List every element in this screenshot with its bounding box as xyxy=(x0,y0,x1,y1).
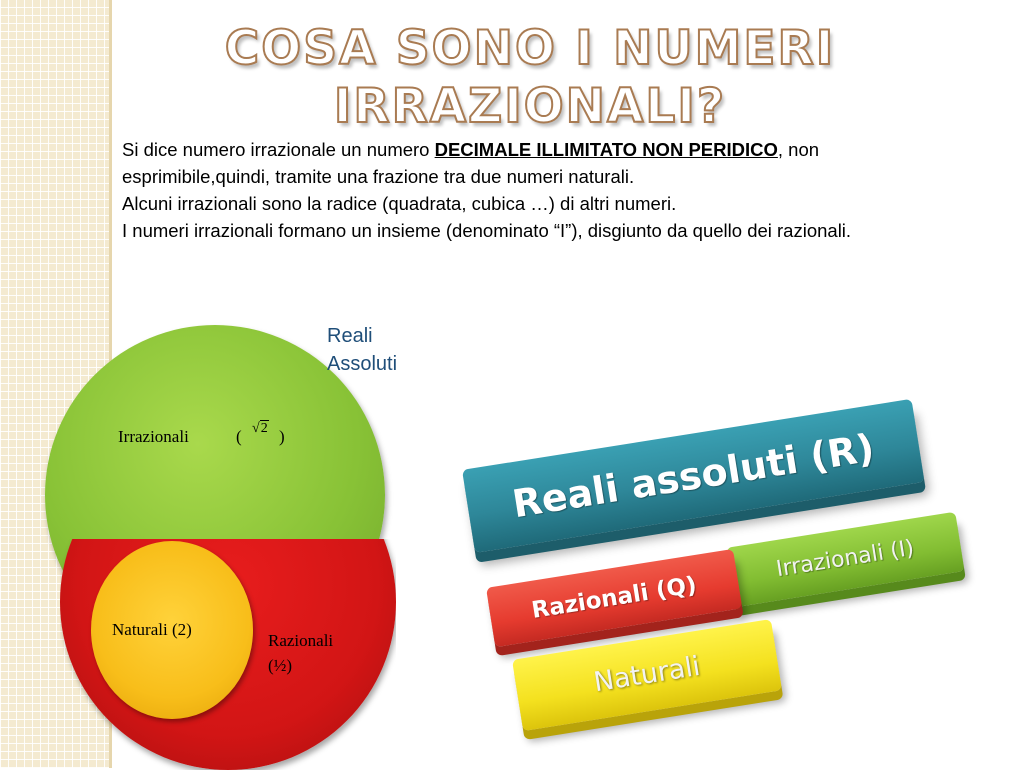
reali-assoluti-block: Reali assoluti (R) xyxy=(462,399,925,553)
razionali-label xyxy=(268,628,368,678)
definition-paragraph-3: I numeri irrazionali formano un insieme (denominato “I”), disgiunto da quello dei razionali. xyxy=(122,220,852,241)
sqrt-radicand: 2 xyxy=(260,421,268,436)
reali-label-line2: Assoluti xyxy=(327,353,398,375)
sqrt-symbol: √ xyxy=(252,421,260,436)
definition-text xyxy=(122,136,902,244)
razionali-label-line1: Razionali xyxy=(268,631,334,650)
definition-p1-end: , non esprimibile,quindi, tramite una frazione tra due numeri naturali. xyxy=(122,139,820,187)
irrazionali-open-paren: ( xyxy=(236,427,242,446)
reali-label-line1: Reali xyxy=(327,325,373,347)
sqrt-two-example xyxy=(252,421,269,437)
razionali-label-line2: (½) xyxy=(268,656,293,675)
naturali-label: Naturali (2) xyxy=(112,620,192,639)
irrazionali-close-paren: ) xyxy=(279,427,285,446)
definition-p1-start: Si dice numero irrazionale un numero xyxy=(122,139,435,160)
razionali-block: Razionali (Q) xyxy=(486,549,742,647)
definition-emphasis: DECIMALE ILLIMITATO NON PERIDICO xyxy=(434,139,778,160)
definition-paragraph-1 xyxy=(122,136,902,190)
naturali-block: Naturali xyxy=(512,619,782,731)
irrazionali-label: Irrazionali xyxy=(118,427,189,446)
definition-paragraph-2: Alcuni irrazionali sono la radice (quadrata, cubica …) di altri numeri. xyxy=(122,193,677,214)
irrazionali-block: Irrazionali (I) xyxy=(726,512,965,608)
page-title: COSA SONO I NUMERI IRRAZIONALI? xyxy=(224,21,836,134)
reali-assoluti-label xyxy=(327,322,437,378)
